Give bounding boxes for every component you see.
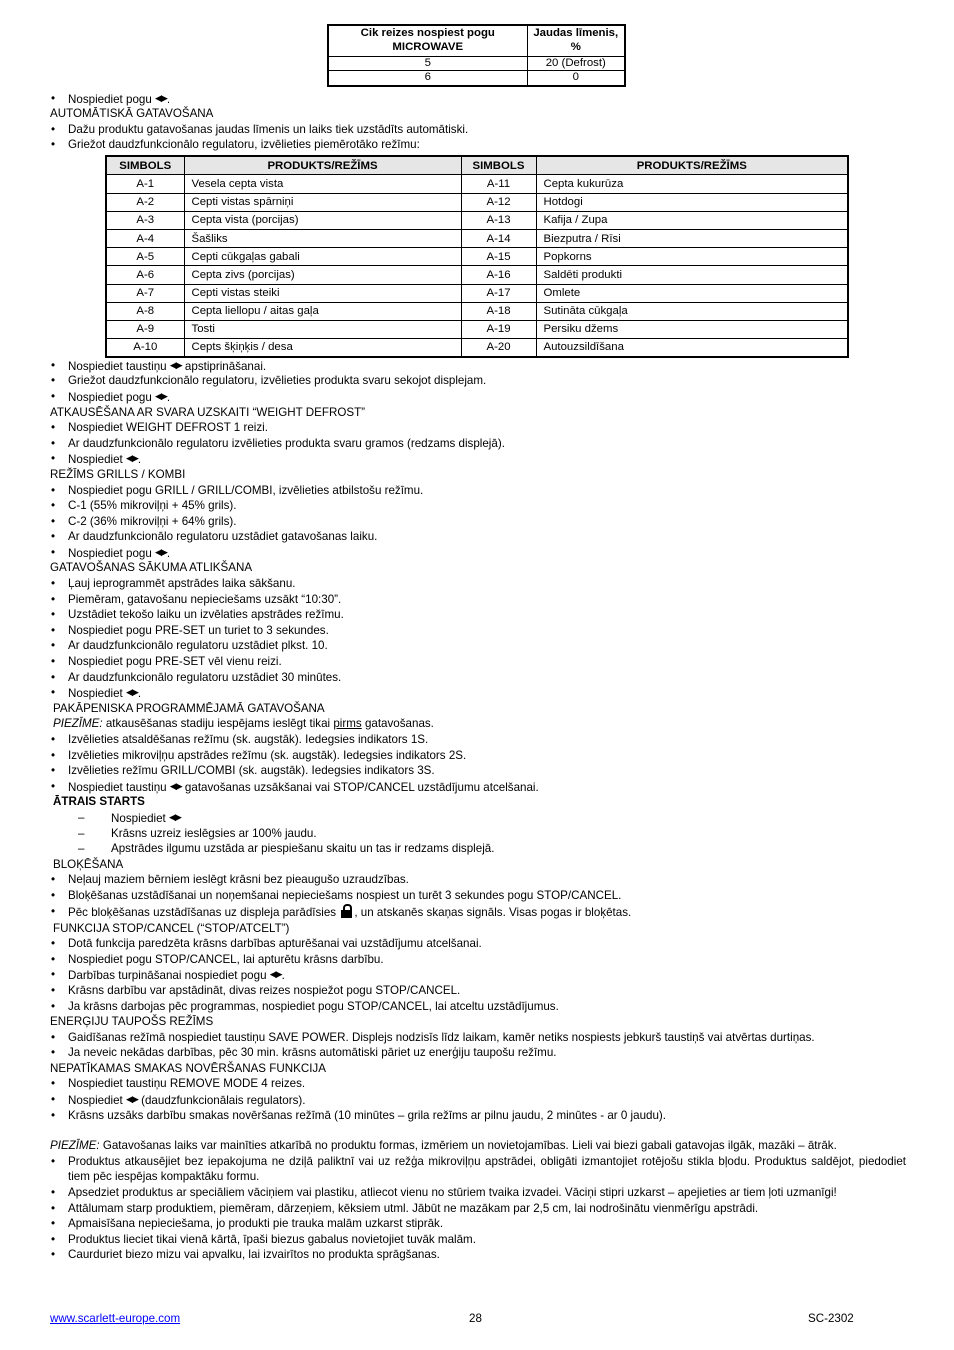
symbol-cell: A-10 [106,339,184,357]
list-item: • Nospiediet taustiņu ◀▶ apstiprināšanai. [50,358,906,374]
start-arrows-icon: ◀▶ [126,1094,138,1105]
section-heading: REŽĪMS GRILLS / KOMBI [50,467,186,481]
list-item: • Ar daudzfunkcionālo regulatoru uzstādiet gatavošanas laiku. [50,529,906,545]
list-item: • Nospiediet pogu ◀▶. [50,389,906,405]
table-cell: 0 [527,71,625,86]
list-item: • Ļauj ieprogrammēt apstrādes laika sākšanu. [50,576,906,592]
symbol-cell: A-3 [106,211,184,229]
symbol-cell: A-15 [461,248,536,266]
product-cell: Saldēti produkti [536,266,848,284]
product-cell: Kafija / Zupa [536,211,848,229]
list-item: • Nospiediet pogu PRE-SET vēl vienu reizi. [50,654,906,670]
list-item: • Ar daudzfunkcionālo regulatoru izvēlieties produkta svaru gramos (redzams displejā). [50,436,906,452]
table-cell: 20 (Defrost) [527,56,625,71]
product-cell: Omlete [536,284,848,302]
product-cell: Cepta liellopu / aitas gaļa [184,302,461,320]
table-cell: 6 [328,71,527,86]
microwave-power-table [327,24,626,87]
lock-icon [341,904,352,918]
start-arrows-icon: ◀▶ [155,546,167,557]
start-arrows-icon: ◀▶ [169,811,181,822]
list-item: • Ar daudzfunkcionālo regulatoru uzstādiet plkst. 10. [50,638,906,654]
table-row [328,56,625,71]
symbol-cell: A-5 [106,248,184,266]
list-item: • Nospiediet pogu ◀▶. [50,91,906,107]
table-header: PRODUKTS/REŽĪMS [536,156,848,175]
list-item: – Nospiediet ◀▶ [50,810,906,826]
product-cell: Cepti vistas steiki [184,284,461,302]
table-row [106,193,848,211]
list-item: • Griežot daudzfunkcionālo regulatoru, izvēlieties piemērotāko režīmu: [50,137,906,153]
list-item: • Ar daudzfunkcionālo regulatoru uzstādiet 30 minūtes. [50,670,906,686]
table-header: PRODUKTS/REŽĪMS [184,156,461,175]
table-row [106,284,848,302]
list-item: • Produktus atkausējiet bez iepakojuma ne dziļā paliktnī vai uz režģa mikroviļņu apstrādei, obligāti izmantojiet rotējošu stikla bļodu. Produktus saldējot, piedodiet tiem pēc iespējas kompaktāku formu. [50,1154,906,1185]
list-item: • Griežot daudzfunkcionālo regulatoru, izvēlieties produkta svaru sekojot displejam. [50,373,906,389]
list-item: • Attālumam starp produktiem, piemēram, dārzeņiem, kēksiem utml. Jābūt ne mazākam par 2,5 cm, lai nodrošinātu vienmērīgu apstrādi. [50,1201,906,1217]
table-row [106,175,848,193]
section-heading: AUTOMĀTISKĀ GATAVOŠANA [50,107,214,121]
list-item: • Dažu produktu gatavošanas jaudas līmenis un laiks tiek uzstādīts automātiski. [50,122,906,138]
list-item: • C-1 (55% mikroviļņi + 45% grils). [50,498,906,514]
symbol-cell: A-14 [461,229,536,247]
product-cell: Vesela cepta vista [184,175,461,193]
product-cell: Cepta kukurūza [536,175,848,193]
list-item: – Apstrādes ilgumu uzstāda ar piespiešanu skaitu un tas ir redzams displejā. [50,841,906,857]
start-arrows-icon: ◀▶ [169,359,182,370]
note-line: PIEZĪME: atkausēšanas stadiju iespējams ieslēgt tikai pirms gatavošanas. [53,717,434,731]
symbol-cell: A-7 [106,284,184,302]
list-item: • Produktus lieciet tikai vienā kārtā, īpaši biezus gabalus novietojiet tuvāk malām. [50,1232,906,1248]
list-item: • Nospiediet ◀▶. [50,685,906,701]
table-row [106,248,848,266]
auto-cook-symbols-table [105,155,849,358]
product-cell: Biezputra / Rīsi [536,229,848,247]
start-arrows-icon: ◀▶ [269,969,282,980]
section-heading: FUNKCIJA STOP/CANCEL (“STOP/ATCELT”) [53,921,290,935]
model-number: SC-2302 [808,1312,854,1325]
product-cell: Persiku džems [536,320,848,338]
symbol-cell: A-11 [461,175,536,193]
list-item: – Krāsns uzreiz ieslēgsies ar 100% jaudu. [50,826,906,842]
list-item: • Nospiediet ◀▶ (daudzfunkcionālais regulators). [50,1092,906,1108]
section-heading: ENERĢIJU TAUPOŠS REŽĪMS [50,1015,214,1029]
product-cell: Cepti cūkgaļas gabali [184,248,461,266]
start-arrows-icon: ◀▶ [155,92,167,103]
list-item: • Ja krāsns darbojas pēc programmas, nospiediet pogu STOP/CANCEL, lai atceltu uzstādījumus. [50,999,906,1015]
section-heading: PAKĀPENISKA PROGRAMMĒJAMĀ GATAVOŠANA [53,701,325,715]
list-item: • Darbības turpināšanai nospiediet pogu ◀▶. [50,967,906,983]
list-item: • Nospiediet pogu STOP/CANCEL, lai apturētu krāsns darbību. [50,952,906,968]
start-arrows-icon: ◀▶ [155,390,167,401]
section-heading: ATKAUSĒŠANA AR SVARA UZSKAITI “WEIGHT DEFROST” [50,405,366,419]
table-row [328,71,625,86]
list-item: • Nospiediet pogu GRILL / GRILL/COMBI, izvēlieties atbilstošu režīmu. [50,483,906,499]
list-item: • Pēc bloķēšanas uzstādīšanas uz displeja parādīsies , un atskanēs skaņas signāls. Visas pogas ir bloķētas. [50,904,906,921]
list-item: • Neļauj maziem bērniem ieslēgt krāsni bez pieaugušo uzraudzības. [50,872,906,888]
symbol-cell: A-19 [461,320,536,338]
symbol-cell: A-2 [106,193,184,211]
list-item: • Ja neveic nekādas darbības, pēc 30 min. krāsns automātiski pāriet uz enerģiju taupošu režīmu. [50,1045,906,1061]
section-heading: ĀTRAIS STARTS [53,795,145,809]
symbol-cell: A-16 [461,266,536,284]
symbol-cell: A-13 [461,211,536,229]
table-row [106,211,848,229]
list-item: • Apmaisīšana nepieciešama, jo produkti pie trauka malām uzkarst stiprāk. [50,1216,906,1232]
list-item: • Izvēlieties režīmu GRILL/COMBI (sk. augstāk). Iedegsies indikators 3S. [50,763,906,779]
website-link[interactable]: www.scarlett-europe.com [50,1312,181,1325]
table-header: SIMBOLS [461,156,536,175]
list-item: • Apsedziet produktus ar speciāliem vāciņiem vai plastiku, atliecot vienu no stūriem tvaika izvadei. Vāciņi stipri uzkarst – apejieties ar tiem ļoti uzmanīgi! [50,1185,906,1201]
table-cell: 5 [328,56,527,71]
list-item: • Uzstādiet tekošo laiku un izvēlaties apstrādes režīmu. [50,607,906,623]
list-item: • Bloķēšanas uzstādīšanai un noņemšanai nepieciešams nospiest un turēt 3 sekundes pogu STOP/CANCEL. [50,888,906,904]
product-cell: Cepts šķiņķis / desa [184,339,461,357]
symbol-cell: A-1 [106,175,184,193]
note-paragraph: PIEZĪME: Gatavošanas laiks var mainīties atkarībā no produktu formas, izmēriem un novietojamības. Lieli vai biezi gabali gatavojas ilgāk, mazāki – ātrāk. [50,1139,837,1153]
list-item: • Nospiediet taustiņu REMOVE MODE 4 reizes. [50,1076,906,1092]
table-row [106,266,848,284]
list-item: • Nospiediet WEIGHT DEFROST 1 reizi. [50,420,906,436]
list-item: • Nospiediet pogu PRE-SET un turiet to 3 sekundes. [50,623,906,639]
start-arrows-icon: ◀▶ [126,453,138,464]
symbol-cell: A-4 [106,229,184,247]
table-row [106,229,848,247]
symbol-cell: A-12 [461,193,536,211]
table-header: Jaudas līmenis, % [527,25,625,56]
symbol-cell: A-18 [461,302,536,320]
product-cell: Cepti vistas spārniņi [184,193,461,211]
start-arrows-icon: ◀▶ [169,780,182,791]
symbol-cell: A-17 [461,284,536,302]
product-cell: Cepta zivs (porcijas) [184,266,461,284]
product-cell: Cepta vista (porcijas) [184,211,461,229]
list-item: • Gaidīšanas režīmā nospiediet taustiņu SAVE POWER. Displejs nodzisīs līdz laikam, kamēr netiks nospiests jebkurš taustiņš vai atvērtas durtiņas. [50,1030,906,1046]
product-cell: Sutināta cūkgaļa [536,302,848,320]
product-cell: Šašliks [184,229,461,247]
product-cell: Popkorns [536,248,848,266]
list-item: • C-2 (36% mikroviļņi + 64% grils). [50,514,906,530]
page-footer [50,1311,906,1327]
symbol-cell: A-6 [106,266,184,284]
list-item: • Krāsns uzsāks darbību smakas novēršanas režīmā (10 minūtes – grila režīms ar pilnu jaudu, 2 minūtes - ar 0 jaudu). [50,1108,906,1124]
start-arrows-icon: ◀▶ [126,687,138,698]
symbol-cell: A-20 [461,339,536,357]
symbol-cell: A-8 [106,302,184,320]
page-number: 28 [469,1312,482,1325]
list-item: • Caurduriet biezo mizu vai apvalku, lai izvairītos no produkta sprāgšanas. [50,1247,906,1263]
table-row [106,302,848,320]
list-item: • Krāsns darbību var apstādināt, divas reizes nospiežot pogu STOP/CANCEL. [50,983,906,999]
product-cell: Hotdogi [536,193,848,211]
section-heading: GATAVOŠANAS SĀKUMA ATLIKŠANA [50,561,253,575]
table-row [106,320,848,338]
table-header: SIMBOLS [106,156,184,175]
section-heading: BLOĶĒŠANA [53,857,124,871]
list-item: • Piemēram, gatavošanu nepieciešams uzsākt “10:30”. [50,592,906,608]
list-item: • Nospiediet ◀▶. [50,451,906,467]
table-row [106,339,848,357]
list-item: • Nospiediet pogu ◀▶. [50,545,906,561]
section-heading: NEPATĪKAMAS SMAKAS NOVĒRŠANAS FUNKCIJA [50,1061,326,1075]
symbol-cell: A-9 [106,320,184,338]
list-item: • Nospiediet taustiņu ◀▶ gatavošanas uzsākšanai vai STOP/CANCEL uzstādījumu atcelšanai. [50,779,906,795]
product-cell: Tosti [184,320,461,338]
list-item: • Dotā funkcija paredzēta krāsns darbības apturēšanai vai uzstādījumu atcelšanai. [50,936,906,952]
page-content [50,24,906,1263]
list-item: • Izvēlieties mikroviļņu apstrādes režīmu (sk. augstāk). Iedegsies indikators 2S. [50,748,906,764]
product-cell: Autouzsildīšana [536,339,848,357]
table-header: Cik reizes nospiest pogu MICROWAVE [328,25,527,56]
list-item: • Izvēlieties atsaldēšanas režīmu (sk. augstāk). Iedegsies indikators 1S. [50,732,906,748]
